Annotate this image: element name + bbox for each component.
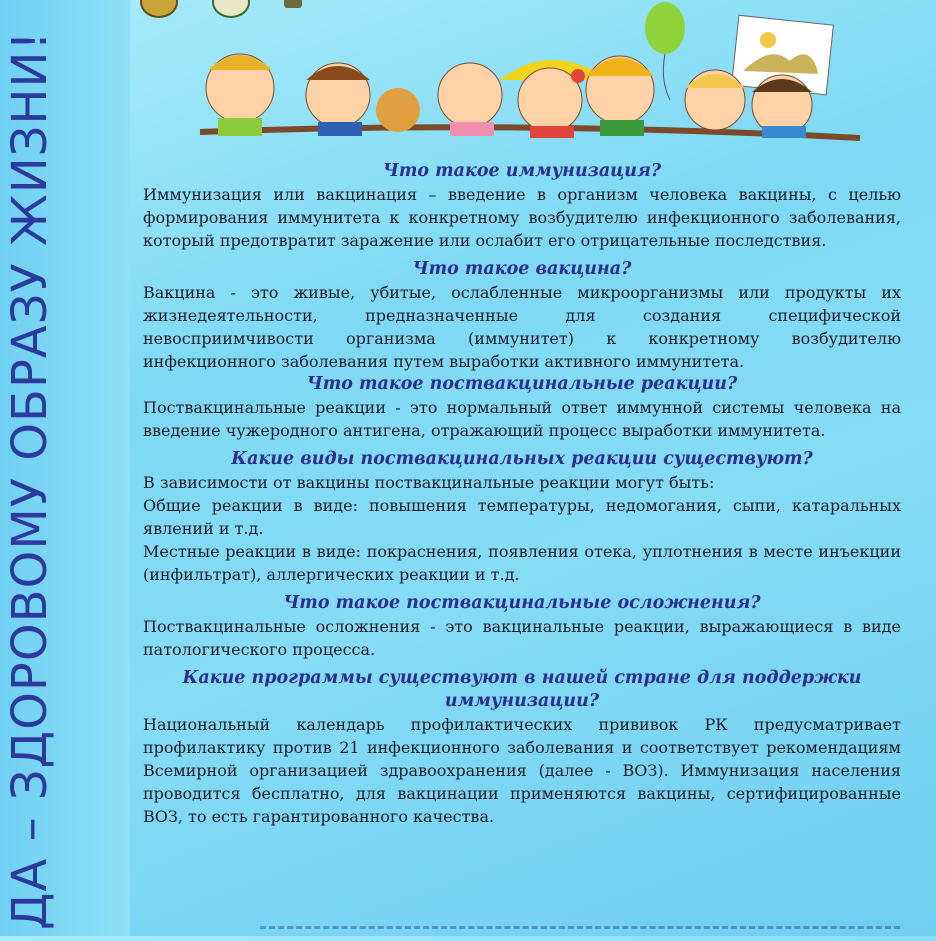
section-question: Что такое вакцина?: [412, 259, 632, 279]
section-paragraph: Местные реакции в виде: покраснения, появления отека, уплотнения в месте инъекции (инфильтрат), аллергических реакции и т.д.: [143, 542, 901, 584]
left-band: [0, 0, 130, 936]
kids-illustration: [170, 0, 870, 150]
section-paragraph: В зависимости от вакцины поствакцинальные реакции могут быть:: [143, 473, 715, 492]
section-question: Какие виды поствакцинальных реакции существуют?: [231, 449, 813, 469]
section-paragraph: Общие реакции в виде: повышения температуры, недомогания, сыпи, катаральных явлений и т.д.: [143, 496, 901, 538]
section-question: Что такое поствакцинальные осложнения?: [283, 593, 761, 613]
vertical-slogan: ДА – ЗДОРОВОМУ ОБРАЗУ ЖИЗНИ!: [2, 30, 58, 930]
section-paragraph: Поствакцинальные осложнения - это вакцинальные реакции, выражающиеся в виде патологического процесса.: [143, 617, 901, 659]
section-paragraph: Национальный календарь профилактических прививок РК предусматривает профилактику против 21 инфекционного заболевания и соответствует рекомендациям Всемирной организацией здравоохранения (далее - ВОЗ). Иммунизация населения проводится бесплатно, для вакцинации применяются вакцины, сертифицированные ВОЗ, то есть гарантированного качества.: [143, 715, 901, 826]
section-question: Что такое иммунизация?: [382, 161, 662, 181]
bottom-cut-text: [260, 926, 900, 941]
content: [143, 160, 901, 828]
section-question: Какие программы существуют в нашей стране для поддержки иммунизации?: [182, 668, 862, 711]
section-paragraph: Иммунизация или вакцинация – введение в организм человека вакцины, с целью формирования иммунитета к конкретному возбудителю инфекционного заболевания, который предотвратит заражение или ослабит его отрицательные последствия.: [143, 185, 901, 250]
section-question: Что такое поствакцинальные реакции?: [306, 374, 738, 394]
section-paragraph: Вакцина - это живые, убитые, ослабленные микроорганизмы или продукты их жизнедеятельности, предназначенные для создания специфической невосприимчивости организма (иммунитет) к конкретному возбудителю инфекционного заболевания путем выработки активного иммунитета.: [143, 283, 901, 371]
section-paragraph: Поствакцинальные реакции - это нормальный ответ иммунной системы человека на введение чужеродного антигена, отражающий процесс выработки иммунитета.: [143, 398, 901, 440]
